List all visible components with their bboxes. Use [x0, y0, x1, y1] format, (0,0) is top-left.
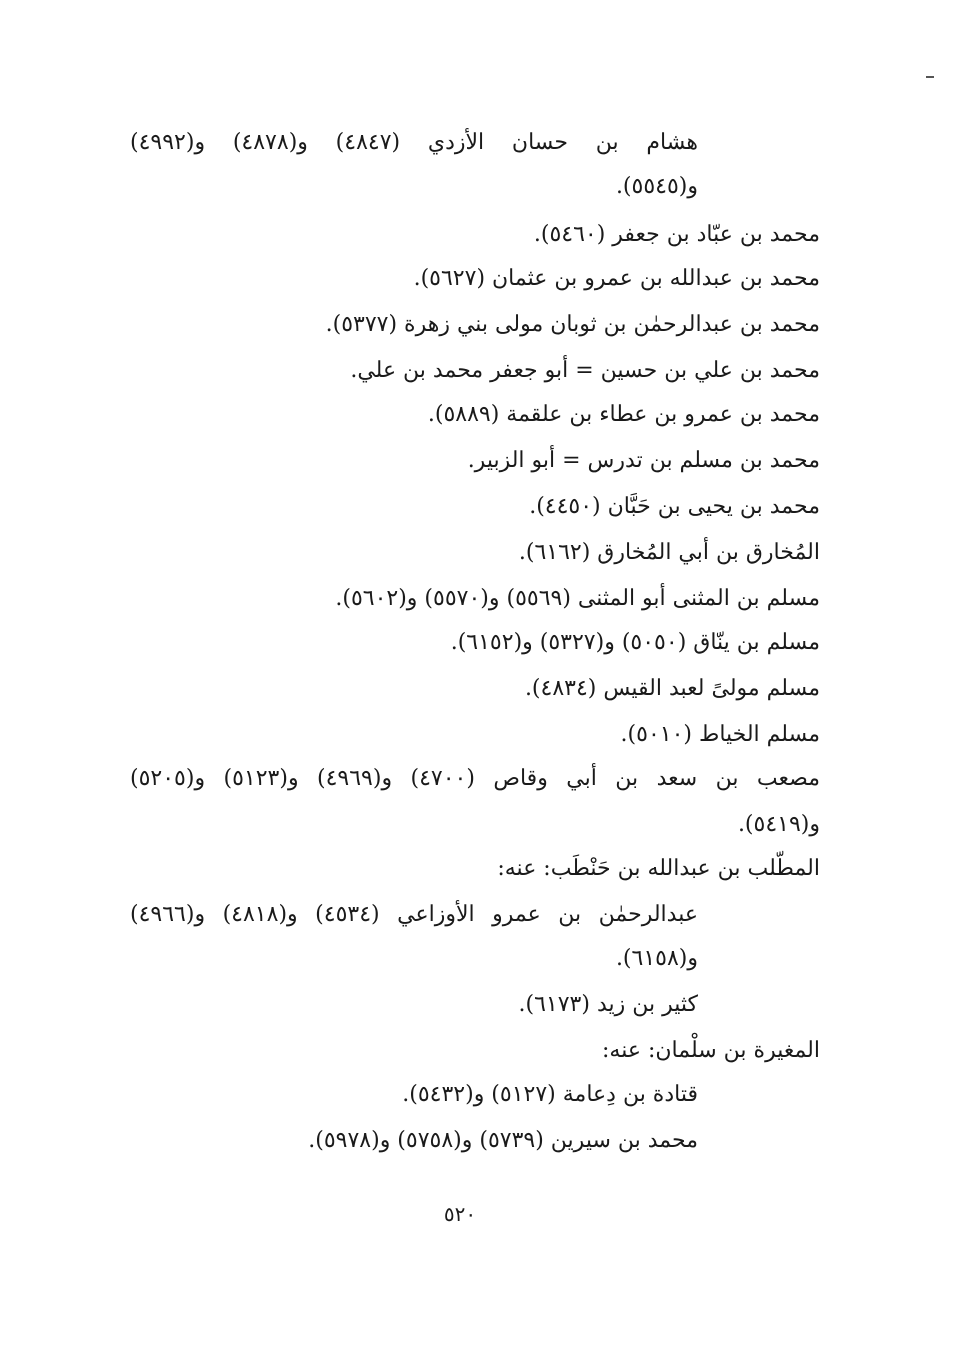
entry-line: محمد بن عمرو بن عطاء بن علقمة (٥٨٨٩). [427, 402, 820, 427]
entry-line: مصعب بن سعد بن أبي وقاص (٤٧٠٠) و(٤٩٦٩) و(٥١٢٣) و(٥٢٠٥) [130, 766, 820, 791]
entry-line: كثير بن زيد (٦١٧٣). [518, 992, 698, 1017]
entry-line: و(٥٤١٩). [737, 812, 820, 837]
entry-line: محمد بن عبدالرحمٰن بن ثوبان مولى بني زهرة (٥٣٧٧). [325, 312, 820, 337]
entry-line: محمد بن سيرين (٥٧٣٩) و(٥٧٥٨) و(٥٩٧٨). [308, 1128, 698, 1153]
entry-line: و(٥٥٤٥). [615, 174, 698, 199]
entry-line: محمد بن علي بن حسين = أبو جعفر محمد بن علي. [350, 358, 820, 383]
entry-line: محمد بن عبدالله بن عمرو بن عثمان (٥٦٢٧). [413, 266, 820, 291]
entry-line: عبدالرحمٰن بن عمرو الأوزاعي (٤٥٣٤) و(٤٨١٨) و(٤٩٦٦) [130, 902, 698, 927]
entry-line: مسلم بن ينّاق (٥٠٥٠) و(٥٣٢٧) و(٦١٥٢). [450, 630, 820, 655]
entry-line: مسلم الخياط (٥٠١٠). [620, 722, 820, 747]
entry-line: محمد بن مسلم بن تدرس = أبو الزبير. [467, 448, 820, 473]
entry-line: مسلم بن المثنى أبو المثنى (٥٥٦٩) و(٥٥٧٠) و(٥٦٠٢). [335, 586, 820, 611]
entry-line: محمد بن عبّاد بن جعفر (٥٤٦٠). [533, 222, 820, 247]
entry-line: المطّلب بن عبدالله بن حَنْطَب: عنه: [497, 856, 820, 881]
entry-line: المغيرة بن سلْمان: عنه: [602, 1038, 820, 1063]
scan-mark [926, 76, 934, 78]
entry-line: المُخارق بن أبي المُخارق (٦١٦٢). [518, 540, 820, 565]
entry-line: قتادة بن دِعامة (٥١٢٧) و(٥٤٣٢). [402, 1082, 698, 1107]
page-number: ٥٢٠ [443, 1202, 477, 1226]
entry-line: مسلم مولىً لعبد القيس (٤٨٣٤). [524, 676, 820, 701]
entry-line: هشام بن حسان الأزدي (٤٨٤٧) و(٤٨٧٨) و(٤٩٩٢) [130, 130, 698, 155]
entry-line: محمد بن يحيى بن حَبَّان (٤٤٥٠). [529, 494, 820, 519]
entry-line: و(٦١٥٨). [615, 946, 698, 971]
